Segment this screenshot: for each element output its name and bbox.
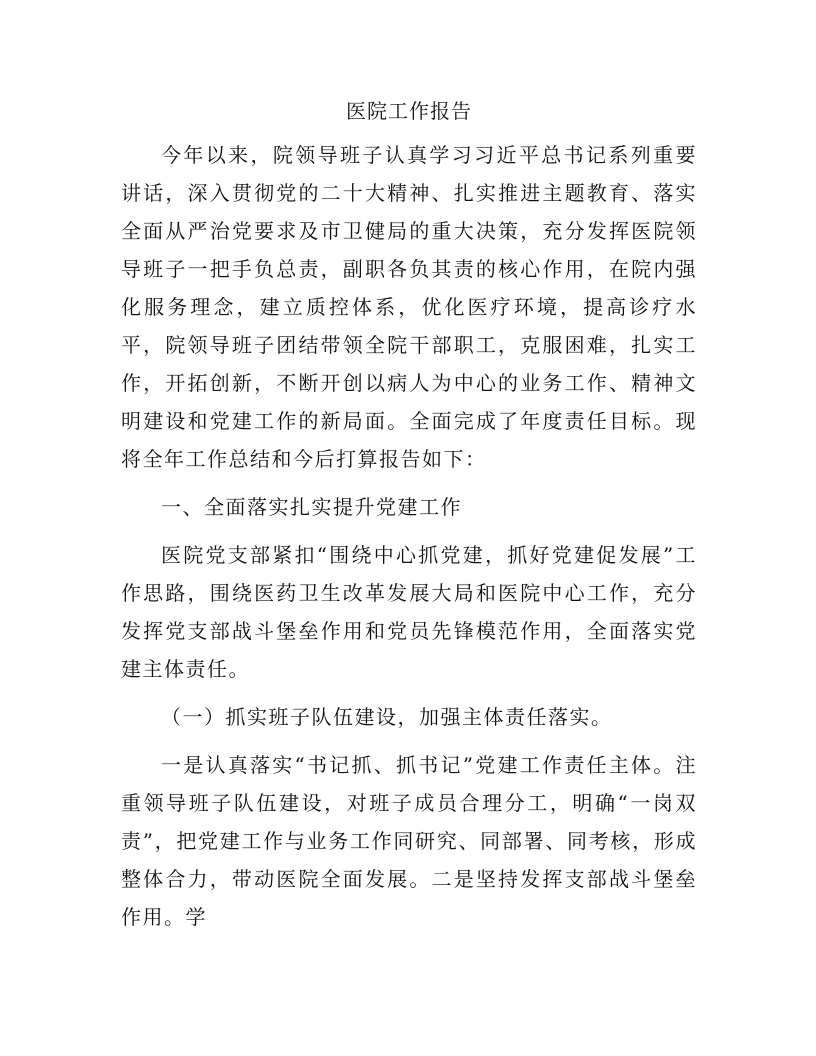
- subsection-heading-team-building: （一）抓实班子队伍建设，加强主体责任落实。: [161, 705, 613, 729]
- section-paragraph-party-building: 医院党支部紧扣“围绕中心抓党建，抓好党建促发展”工作思路，围绕医药卫生改革发展大局和医院中心工作，充分发挥党支部战斗堡垒作用和党员先锋模范作用，全面落实党建主体责任。: [121, 543, 697, 681]
- intro-paragraph: 今年以来，院领导班子认真学习习近平总书记系列重要讲话，深入贯彻党的二十大精神、扎实推进主题教育、落实全面从严治党要求及市卫健局的重大决策，充分发挥医院领导班子一把手负总责，副职各负其责的核心作用，在院内强化服务理念，建立质控体系，优化医疗环境，提高诊疗水平，院领导班子团结带领全院干部职工，克服困难，扎实工作，开拓创新，不断开创以病人为中心的业务工作、精神文明建设和党建工作的新局面。全面完成了年度责任目标。现将全年工作总结和今后打算报告如下：: [121, 143, 697, 471]
- document-title: 医院工作报告: [346, 99, 472, 123]
- subsection-paragraph-team-building: 一是认真落实“书记抓、抓书记”党建工作责任主体。注重领导班子队伍建设，对班子成员合理分工，明确“一岗双责”，把党建工作与业务工作同研究、同部署、同考核，形成整体合力，带动医院全面发展。二是坚持发挥支部战斗堡垒作用。学: [121, 753, 697, 929]
- document-body: [121, 92, 697, 946]
- section-heading-party-building: 一、全面落实扎实提升党建工作: [161, 495, 462, 519]
